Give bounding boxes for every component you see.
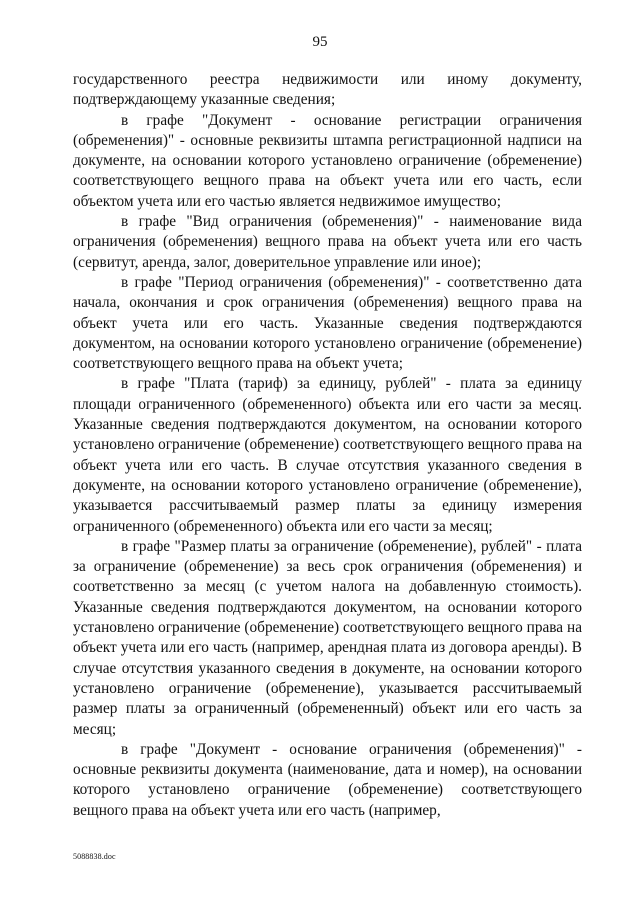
paragraph-restriction-period: в графе "Период ограничения (обременения)" - соответственно дата начала, окончания и срок ограничения (обременения) вещного права на объект учета или его часть. Указанные сведения подтверждаются документом, на основании которого установлено ограничение (обременение) соответствующего вещного права на объект учета; (73, 273, 582, 373)
paragraph-registration-document: в графе "Документ - основание регистрации ограничения (обременения)" - основные реквизиты штампа регистрационной надписи на документе, на основании которого установлено ограничение (обременение) соответствующего вещного права на объект учета или его часть, если объектом учета или его частью является недвижимое имущество; (73, 111, 582, 210)
paragraph-continuation: государственного реестра недвижимости или иному документу, подтверждающему указанные сведения; (73, 71, 582, 109)
paragraph-unit-fee: в графе "Плата (тариф) за единицу, рублей" - плата за единицу площади ограниченного (обремененного) объекта или его части за месяц. Указанные сведения подтверждаются документом, на основании которого установлено ограничение (обременение) соответствующего вещного права на объект учета или его часть. В случае отсутствия указанного сведения в документе, на основании которого установлено ограничение (обременение), указывается рассчитываемый размер платы за единицу измерения ограниченного (обремененного) объекта или его части за месяц; (73, 375, 582, 535)
paragraph-fee-amount: в графе "Размер платы за ограничение (обременение), рублей" - плата за ограничение (обременение) за весь срок ограничения (обременения) и соответственно за месяц (с учетом налога на добавленную стоимость). Указанные сведения подтверждаются документом, на основании которого установлено ограничение (обременение) соответствующего вещного права на объект учета или его часть (например, арендная плата из договора аренды). В случае отсутствия указанного сведения в документе, на основании которого установлено ограничение (обременение), указывается рассчитываемый размер платы за ограниченный (обремененный) объект или его часть за месяц; (73, 537, 582, 738)
paragraph-restriction-type: в графе "Вид ограничения (обременения)" - наименование вида ограничения (обременения) вещного права на объект учета или его часть (сервитут, аренда, залог, доверительное управление или иное); (73, 213, 582, 271)
paragraph-restriction-basis-document: в графе "Документ - основание ограничения (обременения)" - основные реквизиты документа (наименование, дата и номер), на основании которого установлено ограничение (обременение) соответствующего вещного права на объект учета или его часть (например, (73, 740, 582, 819)
page-number: 95 (312, 34, 328, 50)
footer-document-code: 5088838.doc (73, 852, 116, 861)
document-body (73, 70, 582, 821)
